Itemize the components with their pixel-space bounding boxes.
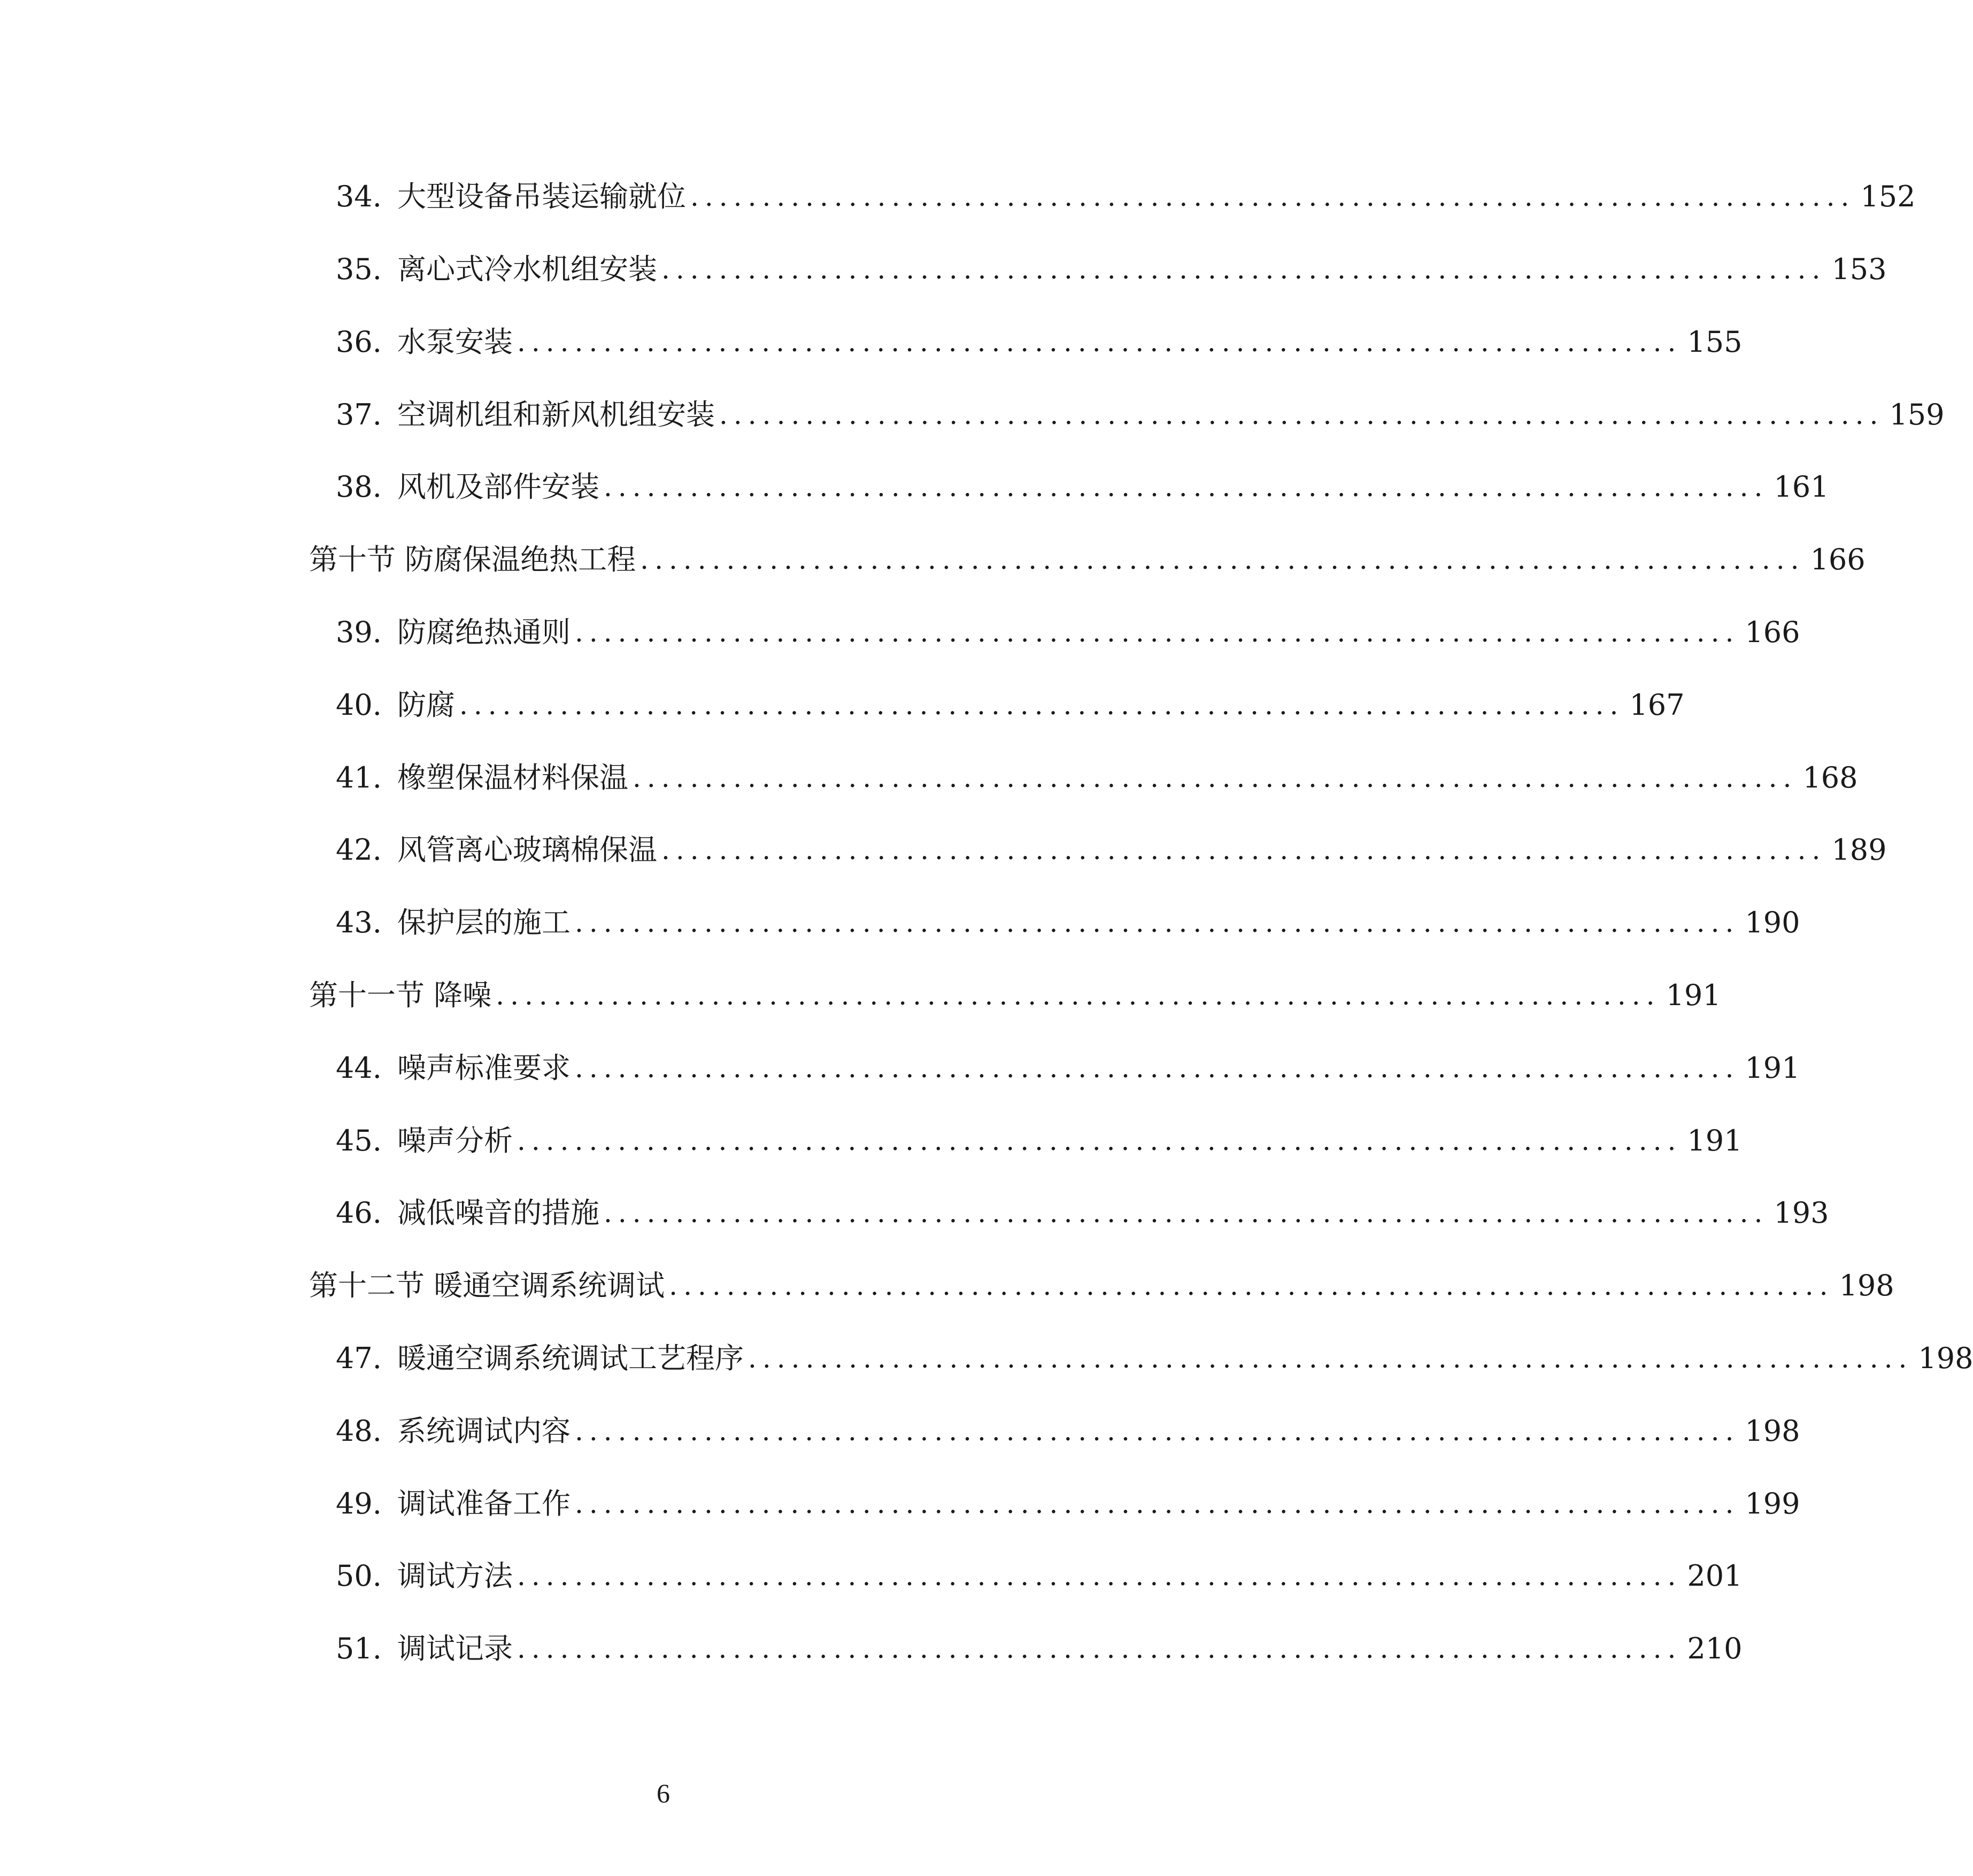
toc-entry-number: 51. (336, 1632, 382, 1665)
toc-section-title: 第十节 防腐保温绝热工程 (309, 543, 636, 576)
toc-dot-leader: ................................................................................. (575, 617, 1740, 648)
toc-entry-page: 166 (1745, 615, 1800, 649)
toc-dot-leader: ................................................................................. (690, 181, 1855, 212)
toc-dot-leader: ................................................................................. (517, 1561, 1682, 1592)
toc-entry-title: 橡塑保温材料保温 (397, 761, 628, 794)
toc-entry-number: 44. (336, 1051, 382, 1085)
toc-dot-leader: ................................................................................. (517, 1633, 1682, 1664)
toc-dot-leader: ................................................................................. (604, 472, 1769, 503)
toc-entry-page: 155 (1687, 325, 1743, 359)
toc-dot-leader: ................................................................................. (604, 1198, 1769, 1229)
toc-entry-title: 系统调试内容 (397, 1414, 571, 1448)
toc-entry-page: 159 (1889, 398, 1945, 431)
toc-entry-page: 189 (1831, 833, 1887, 867)
toc-dot-leader: ................................................................................. (517, 1125, 1682, 1156)
toc-dot-leader: ................................................................................. (459, 690, 1624, 721)
toc-dot-leader: ................................................................................. (575, 907, 1740, 938)
toc-dot-leader: ................................................................................. (575, 1488, 1740, 1519)
toc-entry-34[interactable] (336, 175, 1916, 218)
toc-entry-title: 调试准备工作 (397, 1487, 571, 1520)
toc-entry-44[interactable] (336, 1047, 1800, 1090)
toc-entry-title: 减低噪音的措施 (397, 1196, 599, 1230)
toc-dot-leader: ................................................................................. (633, 762, 1798, 793)
toc-entry-page: 190 (1745, 906, 1800, 939)
toc-entry-page: 199 (1745, 1487, 1800, 1520)
toc-section-title: 第十一节 降噪 (309, 978, 492, 1012)
toc-dot-leader: ................................................................................. (575, 1416, 1740, 1447)
toc-entry-number: 42. (336, 833, 382, 867)
toc-entry-50[interactable] (336, 1555, 1743, 1597)
toc-entry-title: 噪声标准要求 (397, 1051, 571, 1085)
toc-entry-page: 152 (1860, 180, 1916, 213)
toc-entry-page: 191 (1687, 1124, 1743, 1157)
toc-entry-title: 调试方法 (397, 1559, 513, 1593)
toc-entry-page: 198 (1918, 1341, 1973, 1375)
toc-entry-41[interactable] (336, 756, 1858, 799)
toc-entry-number: 40. (336, 688, 382, 722)
toc-entry-37[interactable] (336, 393, 1945, 436)
toc-entry-number: 38. (336, 470, 382, 504)
toc-entry-48[interactable] (336, 1410, 1800, 1453)
toc-entry-title: 水泵安装 (397, 325, 513, 359)
toc-entry-number: 35. (336, 252, 382, 286)
toc-entry-title: 暖通空调系统调试工艺程序 (397, 1341, 744, 1375)
toc-dot-leader: ................................................................................. (496, 980, 1661, 1011)
toc-entry-page: 210 (1687, 1632, 1743, 1665)
toc-entry-page: 201 (1687, 1559, 1743, 1593)
toc-entry-title: 风管离心玻璃棉保温 (397, 833, 657, 867)
toc-dot-leader: ................................................................................. (640, 544, 1805, 575)
toc-section-title: 第十二节 暖通空调系统调试 (309, 1269, 665, 1302)
toc-entry-title: 噪声分析 (397, 1124, 513, 1157)
toc-entry-40[interactable] (336, 684, 1685, 727)
toc-entry-43[interactable] (336, 901, 1800, 944)
toc-dot-leader: ................................................................................. (575, 1053, 1740, 1084)
toc-entry-39[interactable] (336, 611, 1800, 654)
toc-entry-page: 161 (1774, 470, 1829, 504)
toc-entry-36[interactable] (336, 321, 1743, 364)
toc-dot-leader: ................................................................................. (669, 1270, 1834, 1301)
toc-entry-number: 50. (336, 1559, 382, 1593)
toc-entry-number: 43. (336, 906, 382, 939)
toc-entry-page: 198 (1839, 1269, 1894, 1302)
toc-dot-leader: ................................................................................. (661, 835, 1826, 866)
toc-entry-title: 调试记录 (397, 1632, 513, 1665)
toc-entry-number: 48. (336, 1414, 382, 1448)
toc-dot-leader: ................................................................................. (661, 254, 1826, 285)
toc-dot-leader: ................................................................................. (517, 327, 1682, 358)
toc-entry-35[interactable] (336, 248, 1887, 291)
toc-entry-number: 49. (336, 1487, 382, 1520)
toc-entry-title: 风机及部件安装 (397, 470, 599, 504)
toc-entry-title: 空调机组和新风机组安装 (397, 398, 715, 431)
toc-entry-title: 大型设备吊装运输就位 (397, 180, 686, 213)
toc-entry-number: 39. (336, 615, 382, 649)
toc-entry-51[interactable] (336, 1627, 1743, 1670)
toc-entry-number: 46. (336, 1196, 382, 1230)
toc-entry-title: 离心式冷水机组安装 (397, 252, 657, 286)
toc-entry-page: 153 (1831, 252, 1887, 286)
toc-entry-page: 168 (1802, 761, 1858, 794)
toc-entry-number: 37. (336, 398, 382, 431)
toc-entry-page: 166 (1810, 543, 1866, 576)
toc-entry-number: 45. (336, 1124, 382, 1157)
toc-dot-leader: ................................................................................. (719, 399, 1884, 430)
toc-entry-page: 191 (1666, 978, 1721, 1012)
toc-entry-46[interactable] (336, 1192, 1829, 1234)
toc-section-11[interactable] (309, 974, 1721, 1017)
toc-entry-38[interactable] (336, 466, 1829, 508)
toc-entry-page: 191 (1745, 1051, 1800, 1085)
toc-entry-title: 防腐绝热通则 (397, 615, 571, 649)
toc-dot-leader: ................................................................................. (748, 1343, 1913, 1374)
toc-entry-number: 36. (336, 325, 382, 359)
toc-entry-number: 34. (336, 180, 382, 213)
toc-section-10[interactable] (309, 538, 1866, 581)
toc-entry-page: 167 (1629, 688, 1685, 722)
page-number: 6 (657, 1778, 670, 1808)
toc-entry-title: 防腐 (397, 688, 455, 722)
toc-entry-47[interactable] (336, 1337, 1973, 1380)
toc-entry-title: 保护层的施工 (397, 906, 571, 939)
toc-entry-42[interactable] (336, 829, 1887, 871)
toc-entry-number: 41. (336, 761, 382, 794)
toc-entry-49[interactable] (336, 1483, 1800, 1525)
toc-entry-page: 193 (1774, 1196, 1829, 1230)
toc-entry-number: 47. (336, 1341, 382, 1375)
toc-entry-45[interactable] (336, 1120, 1743, 1162)
toc-section-12[interactable] (309, 1264, 1894, 1307)
toc-entry-page: 198 (1745, 1414, 1800, 1448)
